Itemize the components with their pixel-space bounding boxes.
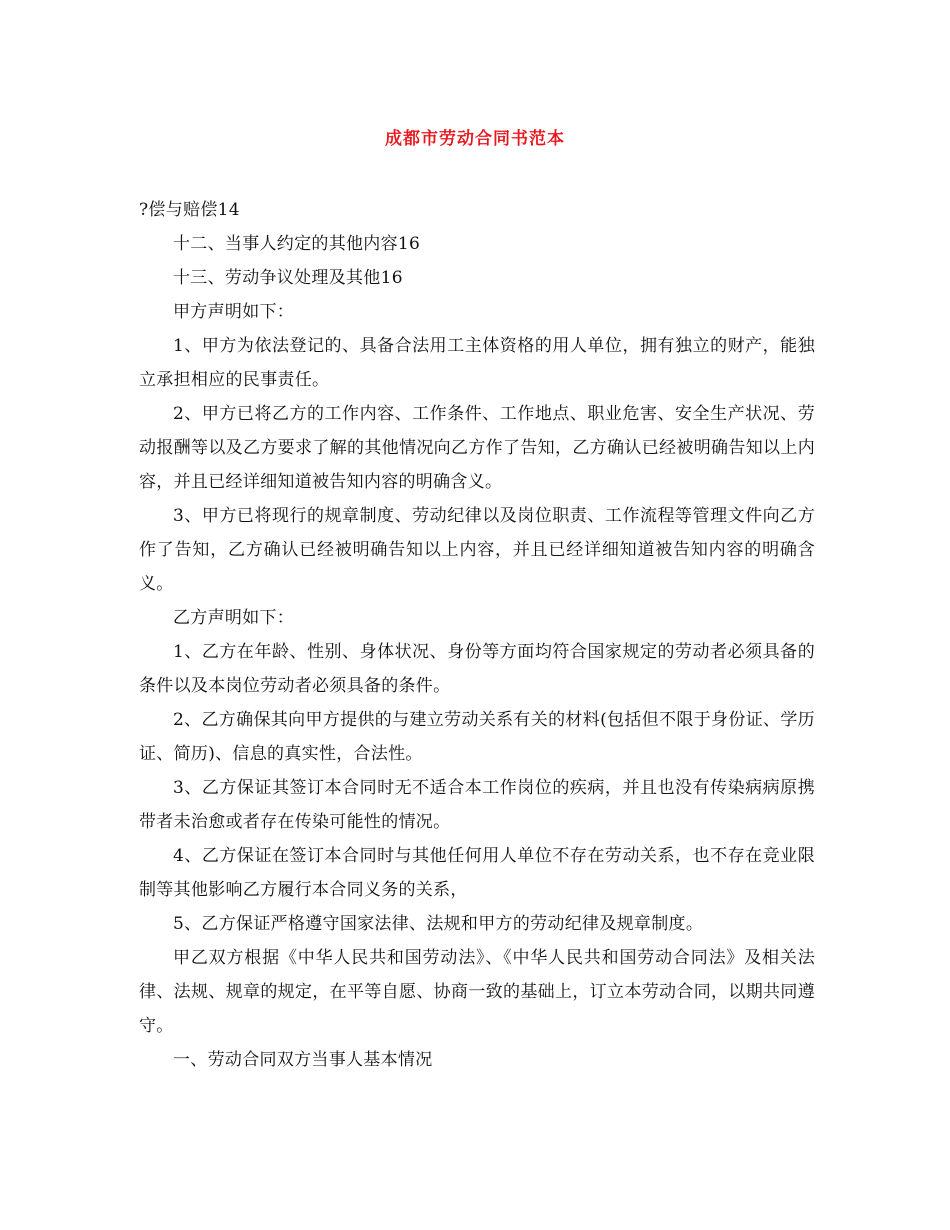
document-body xyxy=(139,193,815,1077)
party-b-declaration-heading: 乙方声明如下： xyxy=(173,608,295,628)
toc-item-12: 十二、当事人约定的其他内容16 xyxy=(173,234,421,254)
contract-basis-paragraph: 甲乙双方根据《中华人民共和国劳动法》、《中华人民共和国劳动合同法》及相关法律、法规、规章的规定，在平等自愿、协商一致的基础上，订立本劳动合同，以期共同遵守。 xyxy=(139,948,815,1036)
party-b-clause-1: 1、乙方在年龄、性别、身体状况、身份等方面均符合国家规定的劳动者必须具备的条件以及本岗位劳动者必须具备的条件。 xyxy=(139,642,815,696)
toc-item-13: 十三、劳动争议处理及其他16 xyxy=(173,268,403,288)
party-b-clause-3: 3、乙方保证其签订本合同时无不适合本工作岗位的疾病，并且也没有传染病病原携带者未治愈或者存在传染可能性的情况。 xyxy=(139,778,815,832)
party-a-clause-1: 1、甲方为依法登记的、具备合法用工主体资格的用人单位，拥有独立的财产，能独立承担相应的民事责任。 xyxy=(139,336,815,390)
paragraph-continuation: ?偿与赔偿14 xyxy=(139,200,240,220)
party-b-clause-4: 4、乙方保证在签订本合同时与其他任何用人单位不存在劳动关系，也不存在竞业限制等其他影响乙方履行本合同义务的关系， xyxy=(139,846,815,900)
section-heading-1: 一、劳动合同双方当事人基本情况 xyxy=(173,1050,433,1070)
party-a-clause-3: 3、甲方已将现行的规章制度、劳动纪律以及岗位职责、工作流程等管理文件向乙方作了告知，乙方确认已经被明确告知以上内容，并且已经详细知道被告知内容的明确含义。 xyxy=(139,506,815,594)
party-b-clause-5: 5、乙方保证严格遵守国家法律、法规和甲方的劳动纪律及规章制度。 xyxy=(173,914,704,934)
party-b-clause-2: 2、乙方确保其向甲方提供的与建立劳动关系有关的材料(包括但不限于身份证、学历证、简历)、信息的真实性，合法性。 xyxy=(139,710,815,764)
party-a-clause-2: 2、甲方已将乙方的工作内容、工作条件、工作地点、职业危害、安全生产状况、劳动报酬等以及乙方要求了解的其他情况向乙方作了告知，乙方确认已经被明确告知以上内容，并且已经详细知道被告知内容的明确含义。 xyxy=(139,404,815,492)
party-a-declaration-heading: 甲方声明如下： xyxy=(173,302,295,322)
document-title: 成都市劳动合同书范本 xyxy=(385,129,565,149)
